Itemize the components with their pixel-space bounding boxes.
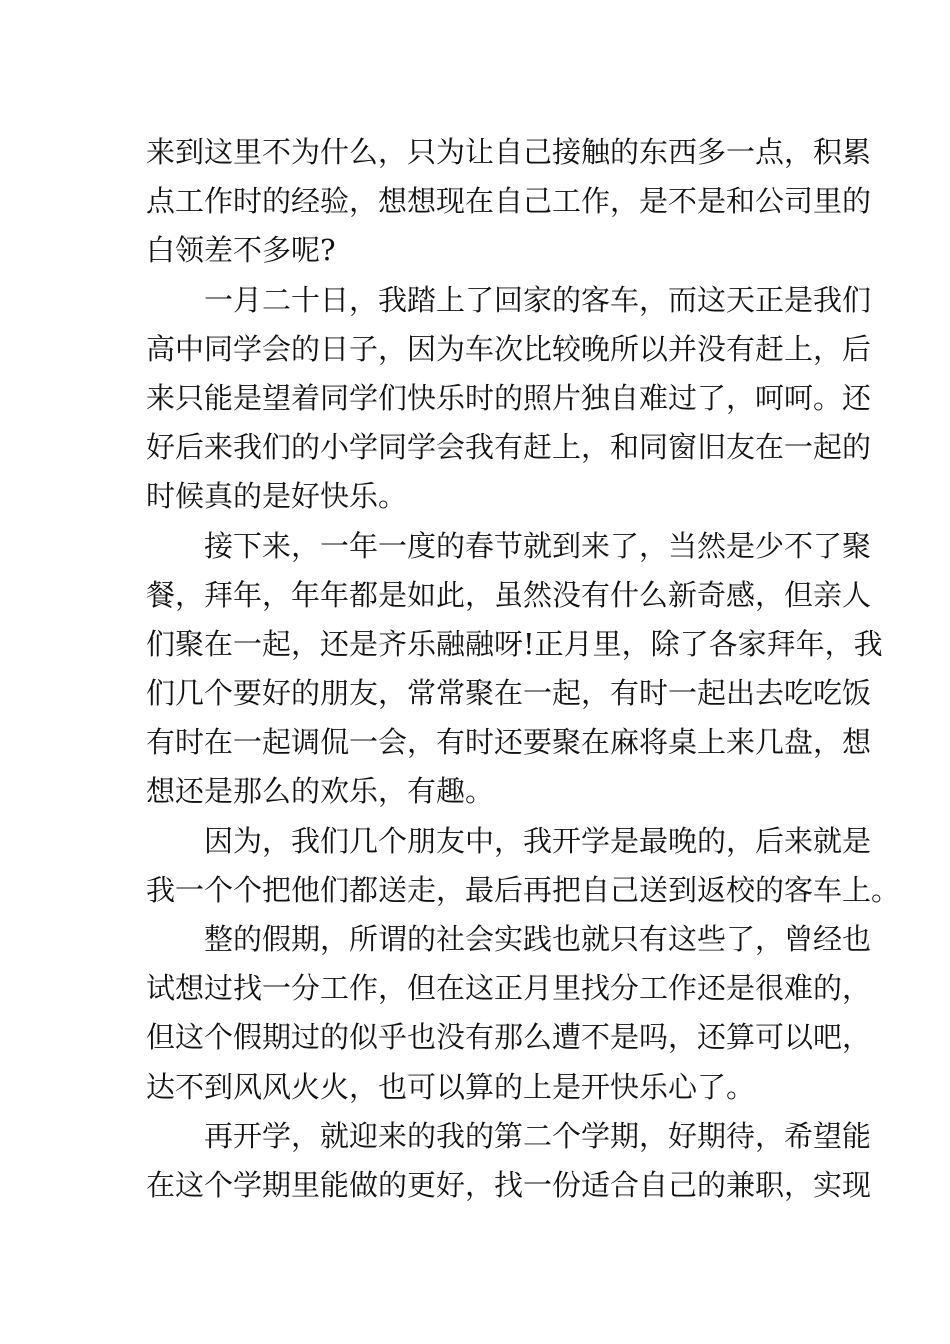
text-line: 因为，我们几个朋友中，我开学是最晚的，后来就是 xyxy=(204,823,872,858)
text-line: 达不到风风火火，也可以算的上是开快乐心了。 xyxy=(146,1069,756,1104)
text-line: 们几个要好的朋友，常常聚在一起，有时一起出去吃吃饭 xyxy=(146,676,872,711)
text-line: 但这个假期过的似乎也没有那么遭不是吗，还算可以吧， xyxy=(146,1020,872,1055)
text-line: 想还是那么的欢乐，有趣。 xyxy=(146,774,495,809)
text-line: 来到这里不为什么，只为让自己接触的东西多一点，积累 xyxy=(146,135,872,169)
text-line: 点工作时的经验，想想现在自己工作，是不是和公司里的 xyxy=(146,184,872,219)
text-line: 来只能是望着同学们快乐时的照片独自难过了，呵呵。还 xyxy=(146,380,872,415)
text-line: 接下来，一年一度的春节就到来了，当然是少不了聚 xyxy=(204,528,872,563)
text-line: 试想过找一分工作，但在这正月里找分工作还是很难的， xyxy=(146,971,872,1006)
text-line: 白领差不多呢? xyxy=(146,233,336,268)
text-line: 一月二十日，我踏上了回家的客车，而这天正是我们 xyxy=(204,282,872,317)
text-line: 在这个学期里能做的更好，找一份适合自己的兼职，实现 xyxy=(146,1167,872,1202)
text-line: 再开学，就迎来的我的第二个学期，好期待，希望能 xyxy=(204,1118,872,1153)
text-line: 整的假期，所谓的社会实践也就只有这些了，曾经也 xyxy=(204,922,872,956)
text-line: 们聚在一起，还是齐乐融融呀!正月里，除了各家拜年，我 xyxy=(146,626,883,661)
text-line: 高中同学会的日子，因为车次比较晚所以并没有赶上，后 xyxy=(146,331,872,366)
text-line: 好后来我们的小学同学会我有赶上，和同窗旧友在一起的 xyxy=(146,430,872,465)
text-line: 时候真的是好快乐。 xyxy=(146,479,408,514)
text-line: 有时在一起调侃一会，有时还要聚在麻将桌上来几盘，想 xyxy=(146,725,872,760)
text-line: 我一个个把他们都送走，最后再把自己送到返校的客车上。 xyxy=(146,872,901,907)
body-text xyxy=(146,128,901,1210)
text-line: 餐，拜年，年年都是如此，虽然没有什么新奇感，但亲人 xyxy=(146,577,872,612)
